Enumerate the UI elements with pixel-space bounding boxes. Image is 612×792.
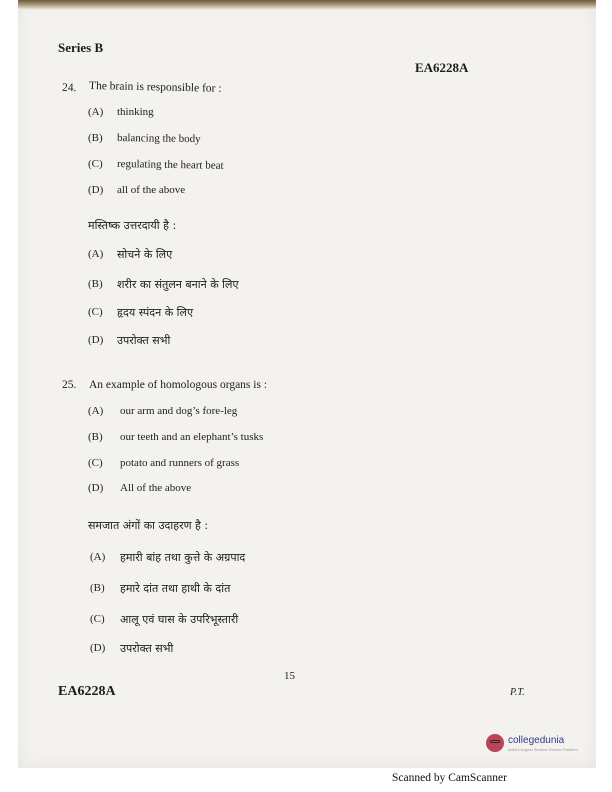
- question-24-number: 24.: [61, 81, 77, 95]
- question-24-text-hi: मस्तिष्क उत्तरदायी है :: [88, 219, 177, 232]
- question-25-number: 25.: [62, 379, 77, 391]
- q25-hi-option-b-text: हमारे दांत तथा हाथी के दांत: [120, 582, 231, 595]
- question-24-text-en: The brain is responsible for :: [88, 80, 222, 95]
- q25-hi-option-b-label: (B): [90, 582, 105, 594]
- q25-option-a-text: our arm and dog’s fore-leg: [120, 405, 238, 417]
- q25-hi-option-c-text: आलू एवं घास के उपरिभूस्तारी: [120, 613, 239, 626]
- q24-option-a-label: (A): [88, 106, 104, 118]
- q25-hi-option-a-label: (A): [90, 551, 106, 563]
- question-25-text-hi: समजात अंगों का उदाहरण है :: [88, 519, 209, 532]
- q25-option-c-text: potato and runners of grass: [120, 457, 240, 469]
- q24-option-b-text: balancing the body: [116, 132, 201, 146]
- q24-option-c-label: (C): [88, 158, 103, 170]
- graduate-face-icon: [486, 734, 504, 752]
- q25-option-d-label: (D): [88, 482, 104, 494]
- pto-label: P.T.: [510, 687, 525, 698]
- q25-option-b-text: our teeth and an elephant’s tusks: [120, 431, 264, 443]
- q25-hi-option-d-text: उपरोक्त सभी: [120, 642, 174, 655]
- q24-option-d-text: all of the above: [117, 184, 186, 196]
- q25-hi-option-c-label: (C): [90, 613, 105, 625]
- q24-option-d-label: (D): [88, 184, 104, 196]
- q24-hi-option-d-label: (D): [88, 334, 104, 346]
- q24-hi-option-b-label: (B): [88, 278, 103, 290]
- paper-code-top: EA6228A: [415, 60, 469, 75]
- q24-option-a-text: thinking: [117, 106, 154, 118]
- q24-option-c-text: regulating the heart beat: [116, 158, 224, 172]
- collegedunia-logo[interactable]: [486, 734, 596, 754]
- q25-option-d-text: All of the above: [120, 482, 192, 494]
- paper-code-bottom: EA6228A: [58, 684, 116, 699]
- q24-hi-option-a-text: सोचने के लिए: [117, 248, 173, 261]
- q25-hi-option-d-label: (D): [90, 642, 106, 654]
- q25-option-c-label: (C): [88, 457, 103, 469]
- page-number: 15: [284, 670, 295, 682]
- logo-subtext: India's largest Student Review Platform: [508, 747, 578, 752]
- scanned-by-watermark: Scanned by CamScanner: [392, 772, 507, 784]
- question-25-text-en: An example of homologous organs is :: [89, 379, 268, 391]
- logo-text: collegedunia: [508, 735, 565, 746]
- series-label: Series B: [58, 40, 104, 55]
- page-top-edge: [18, 0, 596, 10]
- q25-option-b-label: (B): [88, 431, 103, 443]
- q25-option-a-label: (A): [88, 405, 104, 417]
- q24-hi-option-b-text: शरीर का संतुलन बनाने के लिए: [117, 278, 239, 291]
- q24-hi-option-c-label: (C): [88, 306, 103, 318]
- q25-hi-option-a-text: हमारी बांह तथा कुत्ते के अग्रपाद: [120, 551, 246, 564]
- q24-hi-option-c-text: हृदय स्पंदन के लिए: [117, 306, 194, 319]
- q24-option-b-label: (B): [88, 132, 103, 144]
- q24-hi-option-a-label: (A): [88, 248, 104, 260]
- q24-hi-option-d-text: उपरोक्त सभी: [117, 334, 171, 347]
